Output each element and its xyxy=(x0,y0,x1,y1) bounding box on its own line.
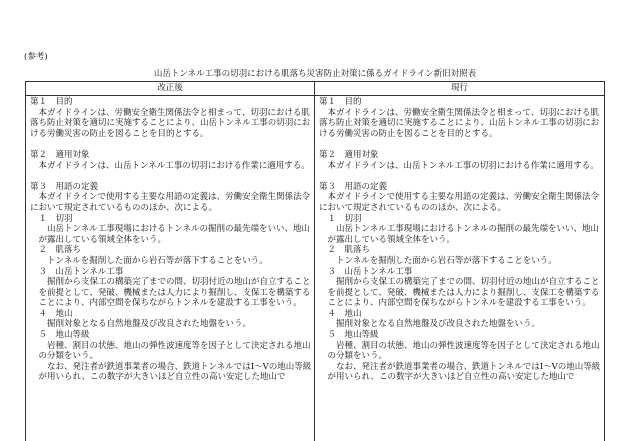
revised-text-line: 本ガイドラインで使用する主要な用語の定義は、労働安全衛生関係法令 xyxy=(30,192,310,203)
current-text-line: ２ 肌落ち xyxy=(319,245,371,256)
current-text-line: 岩種、割目の状態、地山の弾性波速度等を因子として決定される地山 xyxy=(319,340,600,351)
current-text-line: 本ガイドラインは、労働安全衛生関係法令と相まって、切羽における肌 xyxy=(319,107,599,118)
revised-blank-line xyxy=(30,171,311,182)
header-current: 現行 xyxy=(450,83,468,93)
current-text-line: 第２ 適用対象 xyxy=(319,149,379,160)
revised-text-line: において規定されているもののほか、次による。 xyxy=(30,202,218,213)
revised-text-line: ことにより、内部空間を保ちながらトンネルを建設する工事をいう。 xyxy=(30,298,302,309)
revised-column xyxy=(30,97,311,383)
current-text-line: ける労働災害の防止を図ることを目的とする。 xyxy=(319,128,498,139)
current-text-line: 第１ 目的 xyxy=(319,97,362,107)
revised-text-line: が露出している領域全体をいう。 xyxy=(30,234,167,245)
revised-text-line: が用いられ、この数字が大きいほど自立性の高い安定した地山で xyxy=(30,372,286,383)
current-text-line: 掘削対象となる自然地盤及び改良された地盤をいう。 xyxy=(319,319,541,330)
revised-text-line: １ 切羽 xyxy=(30,213,73,224)
current-text-line: 掘削から支保工の構築完了までの間、切羽付近の地山が自立すること xyxy=(319,277,600,288)
revised-text-line: 本ガイドラインは、労働安全衛生関係法令と相まって、切羽における肌 xyxy=(30,107,310,118)
revised-text-line: 掘削対象となる自然地盤及び改良された地盤をいう。 xyxy=(30,319,252,330)
revised-text-line: ３ 山岳トンネル工事 xyxy=(30,266,124,277)
current-text-line: 本ガイドラインは、山岳トンネル工事の切羽における作業に適用する。 xyxy=(319,160,599,171)
column-divider xyxy=(314,82,315,441)
current-column xyxy=(319,97,600,383)
revised-text-line: 第１ 目的 xyxy=(30,97,73,107)
revised-text-line: なお、発注者が鉄道事業者の場合、鉄道トンネルではⅠ〜Ⅴの地山等級 xyxy=(30,361,312,372)
current-text-line: 山岳トンネル工事現場におけるトンネルの掘削の最先端をいい、地山 xyxy=(319,224,599,235)
revised-text-line: トンネルを掘削した面から岩石等が落下することをいう。 xyxy=(30,255,268,266)
current-text-line: が用いられ、この数字が大きいほど自立性の高い安定した地山で xyxy=(319,372,575,383)
revised-blank-line xyxy=(30,139,311,150)
table-header-row xyxy=(26,82,604,96)
current-text-line: が露出している領域全体をいう。 xyxy=(319,234,456,245)
revised-text-line: 掘削から支保工の構築完了までの間、切羽付近の地山が自立すること xyxy=(30,277,311,288)
revised-text-line: 第３ 用語の定義 xyxy=(30,181,99,192)
current-text-line: 本ガイドラインで使用する主要な用語の定義は、労働安全衛生関係法令 xyxy=(319,192,599,203)
current-text-line: ３ 山岳トンネル工事 xyxy=(319,266,413,277)
reference-note: (参考) xyxy=(24,52,48,62)
revised-text-line: 本ガイドラインは、山岳トンネル工事の切羽における作業に適用する。 xyxy=(30,160,310,171)
current-text-line: において規定されているもののほか、次による。 xyxy=(319,202,507,213)
current-text-line: １ 切羽 xyxy=(319,213,362,224)
revised-text-line: ４ 地山 xyxy=(30,308,73,319)
current-text-line: 落ち防止対策を適切に実施することにより、山岳トンネル工事の切羽にお xyxy=(319,118,600,129)
current-blank-line xyxy=(319,171,600,182)
revised-text-line: ける労働災害の防止を図ることを目的とする。 xyxy=(30,128,209,139)
current-text-line: トンネルを掘削した面から岩石等が落下することをいう。 xyxy=(319,255,557,266)
revised-text-line: ５ 地山等級 xyxy=(30,330,90,341)
revised-text-line: を前提として、発破、機械または人力により掘削し、支保工を構築する xyxy=(30,287,311,298)
current-text-line: 第３ 用語の定義 xyxy=(319,181,388,192)
header-revised: 改正後 xyxy=(157,83,183,93)
comparison-table xyxy=(25,81,605,441)
revised-text-line: 第２ 適用対象 xyxy=(30,149,90,160)
current-text-line: ５ 地山等級 xyxy=(319,330,379,341)
current-text-line: ことにより、内部空間を保ちながらトンネルを建設する工事をいう。 xyxy=(319,298,591,309)
revised-text-line: ２ 肌落ち xyxy=(30,245,82,256)
current-text-line: なお、発注者が鉄道事業者の場合、鉄道トンネルではⅠ〜Ⅴの地山等級 xyxy=(319,361,601,372)
current-text-line: ４ 地山 xyxy=(319,308,362,319)
revised-text-line: 岩種、割目の状態、地山の弾性波速度等を因子として決定される地山 xyxy=(30,340,311,351)
current-text-line: の分類をいう。 xyxy=(319,351,388,362)
current-blank-line xyxy=(319,139,600,150)
document-title: 山岳トンネル工事の切羽における肌落ち災害防止対策に係るガイドライン新旧対照表 xyxy=(153,69,477,79)
revised-text-line: 山岳トンネル工事現場におけるトンネルの掘削の最先端をいい、地山 xyxy=(30,224,310,235)
current-text-line: を前提として、発破、機械または人力により掘削し、支保工を構築する xyxy=(319,287,600,298)
revised-text-line: 落ち防止対策を適切に実施することにより、山岳トンネル工事の切羽にお xyxy=(30,118,311,129)
revised-text-line: の分類をいう。 xyxy=(30,351,99,362)
